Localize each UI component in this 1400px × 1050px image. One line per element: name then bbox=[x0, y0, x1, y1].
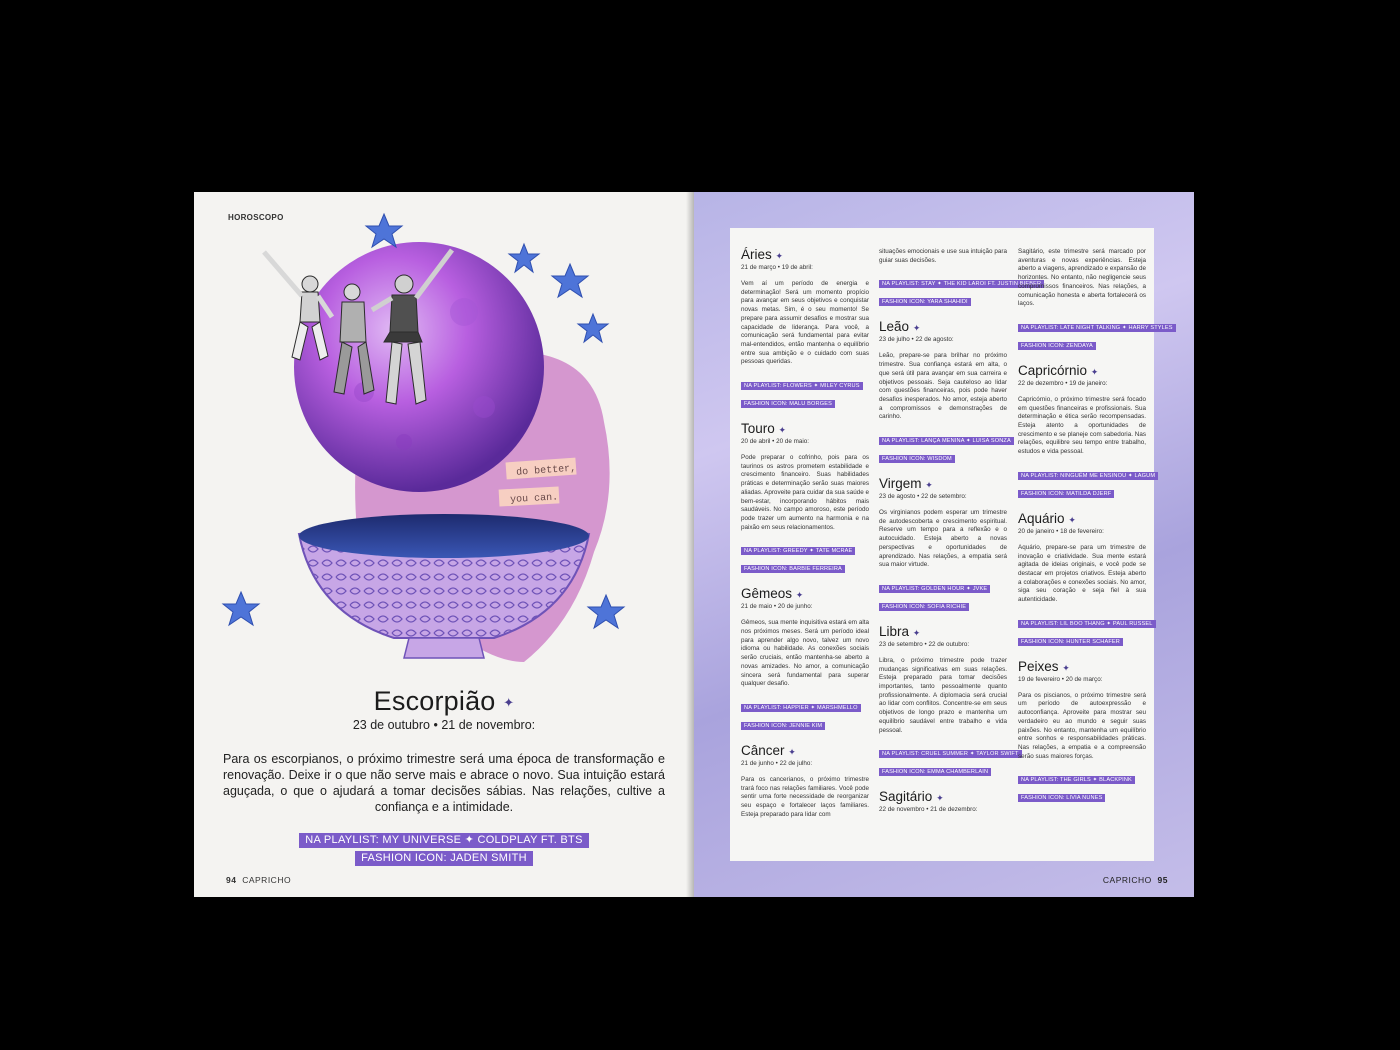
sign-title: Libra ✦ bbox=[879, 623, 921, 639]
sign-entry bbox=[879, 248, 1042, 308]
sign-tags bbox=[741, 539, 869, 575]
sign-dates: 21 de maio • 20 de junho: bbox=[741, 603, 813, 611]
playlist-tag: NA PLAYLIST: CRUEL SUMMER ✦ TAYLOR SWIFT bbox=[879, 750, 1022, 758]
playlist-tag: NA PLAYLIST: GREEDY ✦ TATE MCRAE bbox=[741, 547, 855, 555]
sign-tags bbox=[741, 374, 869, 410]
fashion-tag: FASHION ICON: WISDOM bbox=[879, 455, 955, 463]
sign-dates: 19 de fevereiro • 20 de março: bbox=[1018, 675, 1103, 683]
sign-body: Vem aí um período de energia e determinação! Será um momento propício para avançar em seus objetivos e conquistar novas metas. Sim, é o seu momento! Se prepare para assumir desafios e mostrar sua capacidade de liderança. Para você, a comunicação será fundamental para evitar mal-entendidos, então mantenha o equilíbrio entre sua ambição e o cuidado com suas pessoas queridas. bbox=[741, 280, 869, 366]
sign-tags bbox=[741, 696, 869, 732]
sign-entry bbox=[741, 422, 869, 575]
sign-body: Leão, prepare-se para brilhar no próximo trimestre. Sua confiança estará em alta, o que será útil para avançar em sua carreira e objetivos pessoais. Seja cauteloso ao lidar com questões financeiras, pois pode haver desafios inesperados. No amor, esteja aberto a compromissos e demonstrações de carinho. bbox=[879, 352, 1007, 421]
sign-tags bbox=[879, 429, 1011, 465]
sign-body: Para os piscianos, o próximo trimestre será um período de autoexpressão e autoconfiança. Aproveite para mostrar seu verdadeiro eu ao mundo e seguir suas paixões. No entanto, mantenha um equilíbrio entre sonhos e responsabilidades práticas. Nas relações, a empatia e a compreensão serão suas maiores forças. bbox=[1018, 691, 1146, 760]
sign-body: Sagitário, este trimestre será marcado por aventuras e novas experiências. Esteja aberto a viagens, aprendizado e expansão de horizontes. No entanto, não negligencie seus compromissos financeiros. Nas relações, a comunicação honesta e aberta fortalecerá os laços. bbox=[1018, 248, 1146, 308]
sign-title: Touro ✦ bbox=[741, 421, 787, 437]
column-2 bbox=[879, 248, 1042, 825]
sign-body: Libra, o próximo trimestre pode trazer mudanças significativas em suas relações. Esteja preparado para tomar decisões importantes, tanto pessoalmente quanto profissionalmente. A diplomacia será crucial ao lidar com conflitos. Concentre-se em seus objetivos de longo prazo e mantenha um equilíbrio saudável entre trabalho e vida pessoal. bbox=[879, 656, 1007, 734]
sign-tags bbox=[1018, 464, 1156, 500]
sign-dates: 23 de julho • 22 de agosto: bbox=[879, 336, 954, 344]
folio-left: 94 CAPRICHO bbox=[226, 875, 292, 885]
star-icon bbox=[366, 214, 402, 247]
sign-tags bbox=[1018, 612, 1153, 648]
horoscope-sheet bbox=[730, 228, 1173, 861]
sparkle-icon: ✦ bbox=[1068, 514, 1076, 525]
svg-text:you can.: you can. bbox=[509, 492, 559, 506]
sign-entry bbox=[741, 248, 869, 410]
collage-illustration bbox=[194, 192, 694, 672]
star-icon bbox=[223, 592, 259, 625]
left-page bbox=[194, 192, 694, 897]
sign-entry bbox=[1018, 510, 1153, 648]
feature-title: Escorpião ✦ bbox=[373, 686, 515, 716]
sparkle-icon: ✦ bbox=[912, 627, 921, 638]
fashion-tag: FASHION ICON: LIVIA NUNES bbox=[1018, 794, 1105, 802]
playlist-tag: NA PLAYLIST: LANÇA MENINA ✦ LUISA SONZA bbox=[879, 437, 1014, 445]
playlist-tag: NA PLAYLIST: LIL BOO THANG ✦ PAUL RUSSEL bbox=[1018, 620, 1156, 628]
right-page bbox=[694, 192, 1194, 897]
sign-dates: 20 de janeiro • 18 de fevereiro: bbox=[1018, 527, 1104, 535]
sign-title: Virgem ✦ bbox=[879, 476, 933, 492]
sign-entry bbox=[1018, 248, 1173, 352]
sign-tags bbox=[879, 577, 1007, 613]
sign-entry bbox=[741, 744, 869, 820]
sign-title: Câncer ✦ bbox=[741, 742, 796, 758]
sign-entry bbox=[741, 587, 869, 732]
sign-title: Peixes ✦ bbox=[1018, 658, 1070, 674]
fashion-tag: FASHION ICON: SOFIA RICHIE bbox=[879, 603, 969, 611]
column-3 bbox=[1018, 248, 1173, 816]
sign-dates: 21 de junho • 22 de julho: bbox=[741, 759, 813, 767]
sign-body: situações emocionais e use sua intuição para guiar suas decisões. bbox=[879, 248, 1007, 264]
sparkle-icon: ✦ bbox=[795, 590, 804, 601]
sign-title: Capricórnio ✦ bbox=[1018, 362, 1099, 378]
sign-body: Para os cancerianos, o próximo trimestre trará foco nas relações familiares. Você pode sentir uma forte necessidade de reorganizar seu espaço e fortalecer laços familiares. Esteja preparado para lidar com bbox=[741, 775, 869, 818]
fashion-tag: FASHION ICON: MATILDA DJERF bbox=[1018, 490, 1114, 498]
fashion-tag: FASHION ICON: ZENDAYA bbox=[1018, 342, 1096, 350]
sign-title: Aquário ✦ bbox=[1018, 510, 1076, 526]
sign-tags bbox=[1018, 316, 1173, 352]
playlist-tag: NA PLAYLIST: HAPPIER ✦ MARSHMELLO bbox=[741, 704, 861, 712]
sparkle-icon: ✦ bbox=[1090, 366, 1099, 377]
star-icon bbox=[552, 264, 588, 297]
fashion-tag: FASHION ICON: YARA SHAHIDI bbox=[879, 298, 971, 306]
fashion-tag: FASHION ICON: JADEN SMITH bbox=[355, 851, 533, 866]
fashion-tag: FASHION ICON: EMMA CHAMBERLAIN bbox=[879, 768, 991, 776]
sign-dates: 23 de agosto • 22 de setembro: bbox=[879, 493, 967, 501]
sign-title: Sagitário ✦ bbox=[879, 789, 944, 805]
playlist-tag: NA PLAYLIST: NINGUÉM ME ENSINOU ✦ LAGUM bbox=[1018, 472, 1158, 480]
sign-body: Aquário, prepare-se para um trimestre de inovação e criatividade. Sua mente estará agitada de ideias originais, e você pode se destacar em projetos criativos. Esteja aberto a colaborações e conexões sociais. No amor, siga seu coração e seja fiel à sua autenticidade. bbox=[1018, 543, 1146, 604]
sign-entry bbox=[879, 623, 1019, 778]
sign-entry bbox=[879, 477, 1007, 613]
sparkle-icon: ✦ bbox=[925, 480, 933, 491]
sign-entry bbox=[879, 319, 1011, 465]
sign-title: Leão ✦ bbox=[879, 319, 921, 335]
sparkle-icon: ✦ bbox=[912, 323, 921, 334]
folio-right: CAPRICHO 95 bbox=[1102, 875, 1168, 885]
feature-tags bbox=[194, 830, 694, 866]
sign-body: Gêmeos, sua mente inquisitiva estará em alta nos próximos meses. Será um período ideal para aprender algo novo, talvez um novo idioma ou habilidade. As conexões sociais serão cruciais, então mantenha-se aberto a novas amizades. No amor, a comunicação sincera será fundamental para superar qualquer desafio. bbox=[741, 619, 869, 688]
sign-entry bbox=[1018, 362, 1156, 500]
playlist-tag: NA PLAYLIST: LATE NIGHT TALKING ✦ HARRY STYLES bbox=[1018, 324, 1176, 332]
sign-body: Pode preparar o cofrinho, pois para os taurinos os astros prometem estabilidade e crescimento financeiro. Suas habilidades práticas e determinação serão suas maiores aliadas. Aproveite para cuidar da sua saúde e bem-estar, incorporando hábitos mais saudáveis. No campo amoroso, este período pode trazer um aumento na harmonia e na paixão em seus relacionamentos. bbox=[741, 454, 869, 531]
fashion-tag: FASHION ICON: MALU BORGES bbox=[741, 400, 835, 408]
column-1 bbox=[741, 248, 869, 832]
sign-dates: 23 de setembro • 22 de outubro: bbox=[879, 640, 970, 648]
sign-entry bbox=[1018, 660, 1146, 805]
playlist-tag: NA PLAYLIST: MY UNIVERSE ✦ COLDPLAY FT. BTS bbox=[299, 833, 588, 848]
fashion-tag: FASHION ICON: BARBIE FERREIRA bbox=[741, 565, 845, 573]
svg-text:do better,: do better, bbox=[515, 463, 577, 479]
star-icon bbox=[509, 244, 539, 272]
star-icon bbox=[578, 314, 608, 342]
sparkle-icon: ✦ bbox=[936, 793, 944, 804]
playlist-tag: NA PLAYLIST: STAY ✦ THE KID LAROI FT. JUSTIN BIEBER bbox=[879, 280, 1044, 288]
sign-title: Gêmeos ✦ bbox=[741, 586, 804, 602]
sign-body: Capricórnio, o próximo trimestre será focado em questões financeiras e profissionais. Sua determinação e ética serão recompensadas. Esteja atento a oportunidades de crescimento e se planeje com sabedoria. Nas relações, equilibre seu tempo entre trabalho, estudos e vida pessoal. bbox=[1018, 395, 1146, 456]
sign-tags bbox=[879, 272, 1042, 308]
fashion-tag: FASHION ICON: HUNTER SCHAFER bbox=[1018, 638, 1123, 646]
sparkle-icon: ✦ bbox=[788, 746, 796, 757]
sign-body: Os virginianos podem esperar um trimestre de autodescoberta e crescimento espiritual. Reserve um tempo para a reflexão e o autocuidado. Esteja aberto a novas perspectivas e oportunidades de aprendizado. Nas relações, a empatia será sua maior virtude. bbox=[879, 509, 1007, 569]
star-icon bbox=[588, 595, 624, 628]
playlist-tag: NA PLAYLIST: FLOWERS ✦ MILEY CYRUS bbox=[741, 382, 863, 390]
section-tag: HOROSCOPO bbox=[228, 213, 284, 222]
sign-entry bbox=[879, 790, 1007, 813]
feature-dates: 23 de outubro • 21 de novembro: bbox=[352, 718, 536, 732]
playlist-tag: NA PLAYLIST: THE GIRLS ✦ BLACKPINK bbox=[1018, 776, 1135, 784]
sparkle-icon: ✦ bbox=[1062, 662, 1070, 673]
feature-scorpio bbox=[194, 686, 694, 866]
sign-dates: 22 de dezembro • 19 de janeiro: bbox=[1018, 379, 1108, 387]
feature-body: Para os escorpianos, o próximo trimestre será uma época de transformação e renovação. Deixe ir o que não serve mais e abrace o novo. Sua intuição estará aguçada, o que o ajudará a tomar decisões sábias. Nas relações, cultive a confiança e a intimidade. bbox=[223, 752, 665, 814]
fashion-tag: FASHION ICON: JENNIE KIM bbox=[741, 722, 825, 730]
sparkle-icon: ✦ bbox=[775, 251, 784, 261]
playlist-tag: NA PLAYLIST: GOLDEN HOUR ✦ JVKE bbox=[879, 585, 990, 593]
sign-dates: 20 de abril • 20 de maio: bbox=[741, 438, 810, 446]
sparkle-icon: ✦ bbox=[778, 425, 787, 436]
sign-title: Áries ✦ bbox=[741, 247, 784, 262]
sign-tags bbox=[1018, 768, 1146, 804]
sign-dates: 22 de novembro • 21 de dezembro: bbox=[879, 806, 978, 814]
sign-tags bbox=[879, 742, 1019, 778]
sign-dates: 21 de março • 19 de abril: bbox=[741, 264, 813, 271]
sparkle-icon: ✦ bbox=[503, 694, 515, 710]
